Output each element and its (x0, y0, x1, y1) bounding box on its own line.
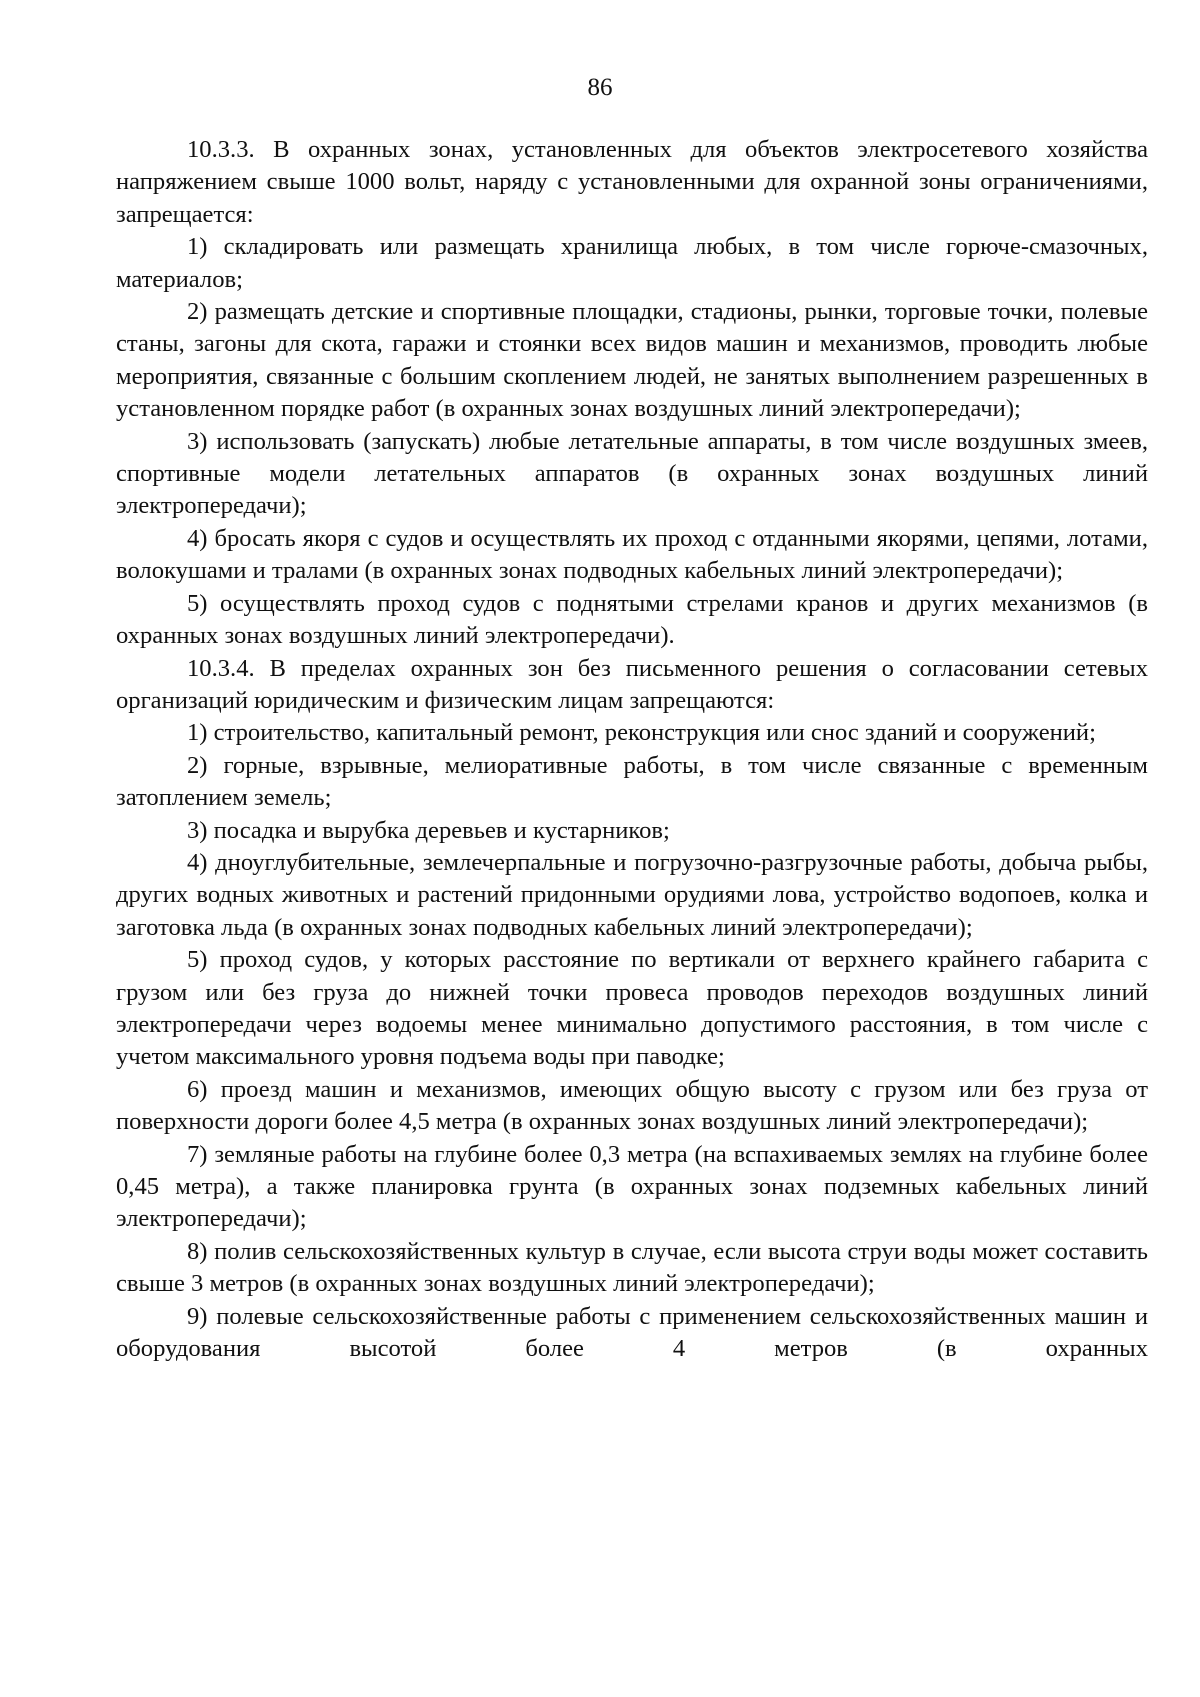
list-item-5: 5) осуществлять проход судов с поднятыми стрелами кранов и других механизмов (в охранных зонах воздушных линий электропередачи). (116, 589, 1148, 650)
paragraph-10-3-3: 10.3.3. В охранных зонах, установленных для объектов электросетевого хозяйства напряжением свыше 1000 вольт, наряду с установленными для охранной зоны ограничениями, запрещается: (116, 136, 1148, 228)
list-item-2: 2) размещать детские и спортивные площадки, стадионы, рынки, торговые точки, полевые станы, загоны для скота, гаражи и стоянки всех видов машин и механизмов, проводить любые мероприятия, связанные с большим скоплением людей, не занятых выполнением разрешенных в установленном порядке работ (в охранных зонах воздушных линий электропередачи); (116, 298, 1148, 423)
document-body (116, 134, 1148, 1365)
page-number: 86 (587, 74, 613, 101)
list-item-1: 1) складировать или размещать хранилища любых, в том числе горюче-смазочных, материалов; (116, 233, 1148, 293)
list-item-1: 1) строительство, капитальный ремонт, реконструкция или снос зданий и сооружений; (187, 719, 1096, 747)
list-item-3: 3) использовать (запускать) любые летательные аппараты, в том числе воздушных змеев, спортивные модели летательных аппаратов (в охранных зонах воздушных линий электропередачи); (116, 427, 1148, 520)
list-item-4: 4) бросать якоря с судов и осуществлять их проход с отданными якорями, цепями, лотами, волокушами и тралами (в охранных зонах подводных кабельных линий электропередачи); (116, 524, 1148, 585)
list-item-4: 4) дноуглубительные, землечерпальные и погрузочно-разгрузочные работы, добыча рыбы, других водных животных и растений придонными орудиями лова, устройство водопоев, колка и заготовка льда (в охранных зонах подводных кабельных линий электропередачи); (116, 848, 1148, 941)
list-item-2: 2) горные, взрывные, мелиоративные работы, в том числе связанные с временным затоплением земель; (116, 751, 1148, 812)
list-item-7: 7) земляные работы на глубине более 0,3 метра (на вспахиваемых землях на глубине более 0,45 метра), а также планировка грунта (в охранных зонах подземных кабельных линий электропередачи); (116, 1140, 1148, 1233)
list-item-5: 5) проход судов, у которых расстояние по вертикали от верхнего крайнего габарита с грузом или без груза до нижней точки провеса проводов переходов воздушных линий электропередачи через водоемы менее минимально допустимого расстояния, в том числе с учетом максимального уровня подъема воды при паводке; (116, 946, 1148, 1071)
list-item-9: 9) полевые сельскохозяйственные работы с применением сельскохозяйственных машин и оборудования высотой более 4 метров (в охранных (116, 1302, 1148, 1363)
paragraph-10-3-4: 10.3.4. В пределах охранных зон без письменного решения о согласовании сетевых организаций юридическим и физическим лицам запрещаются: (116, 654, 1148, 714)
list-item-8: 8) полив сельскохозяйственных культур в случае, если высота струи воды может составить свыше 3 метров (в охранных зонах воздушных линий электропередачи); (116, 1237, 1148, 1298)
list-item-3: 3) посадка и вырубка деревьев и кустарников; (187, 816, 670, 844)
list-item-6: 6) проезд машин и механизмов, имеющих общую высоту с грузом или без груза от поверхности дороги более 4,5 метра (в охранных зонах воздушных линий электропередачи); (116, 1075, 1148, 1136)
